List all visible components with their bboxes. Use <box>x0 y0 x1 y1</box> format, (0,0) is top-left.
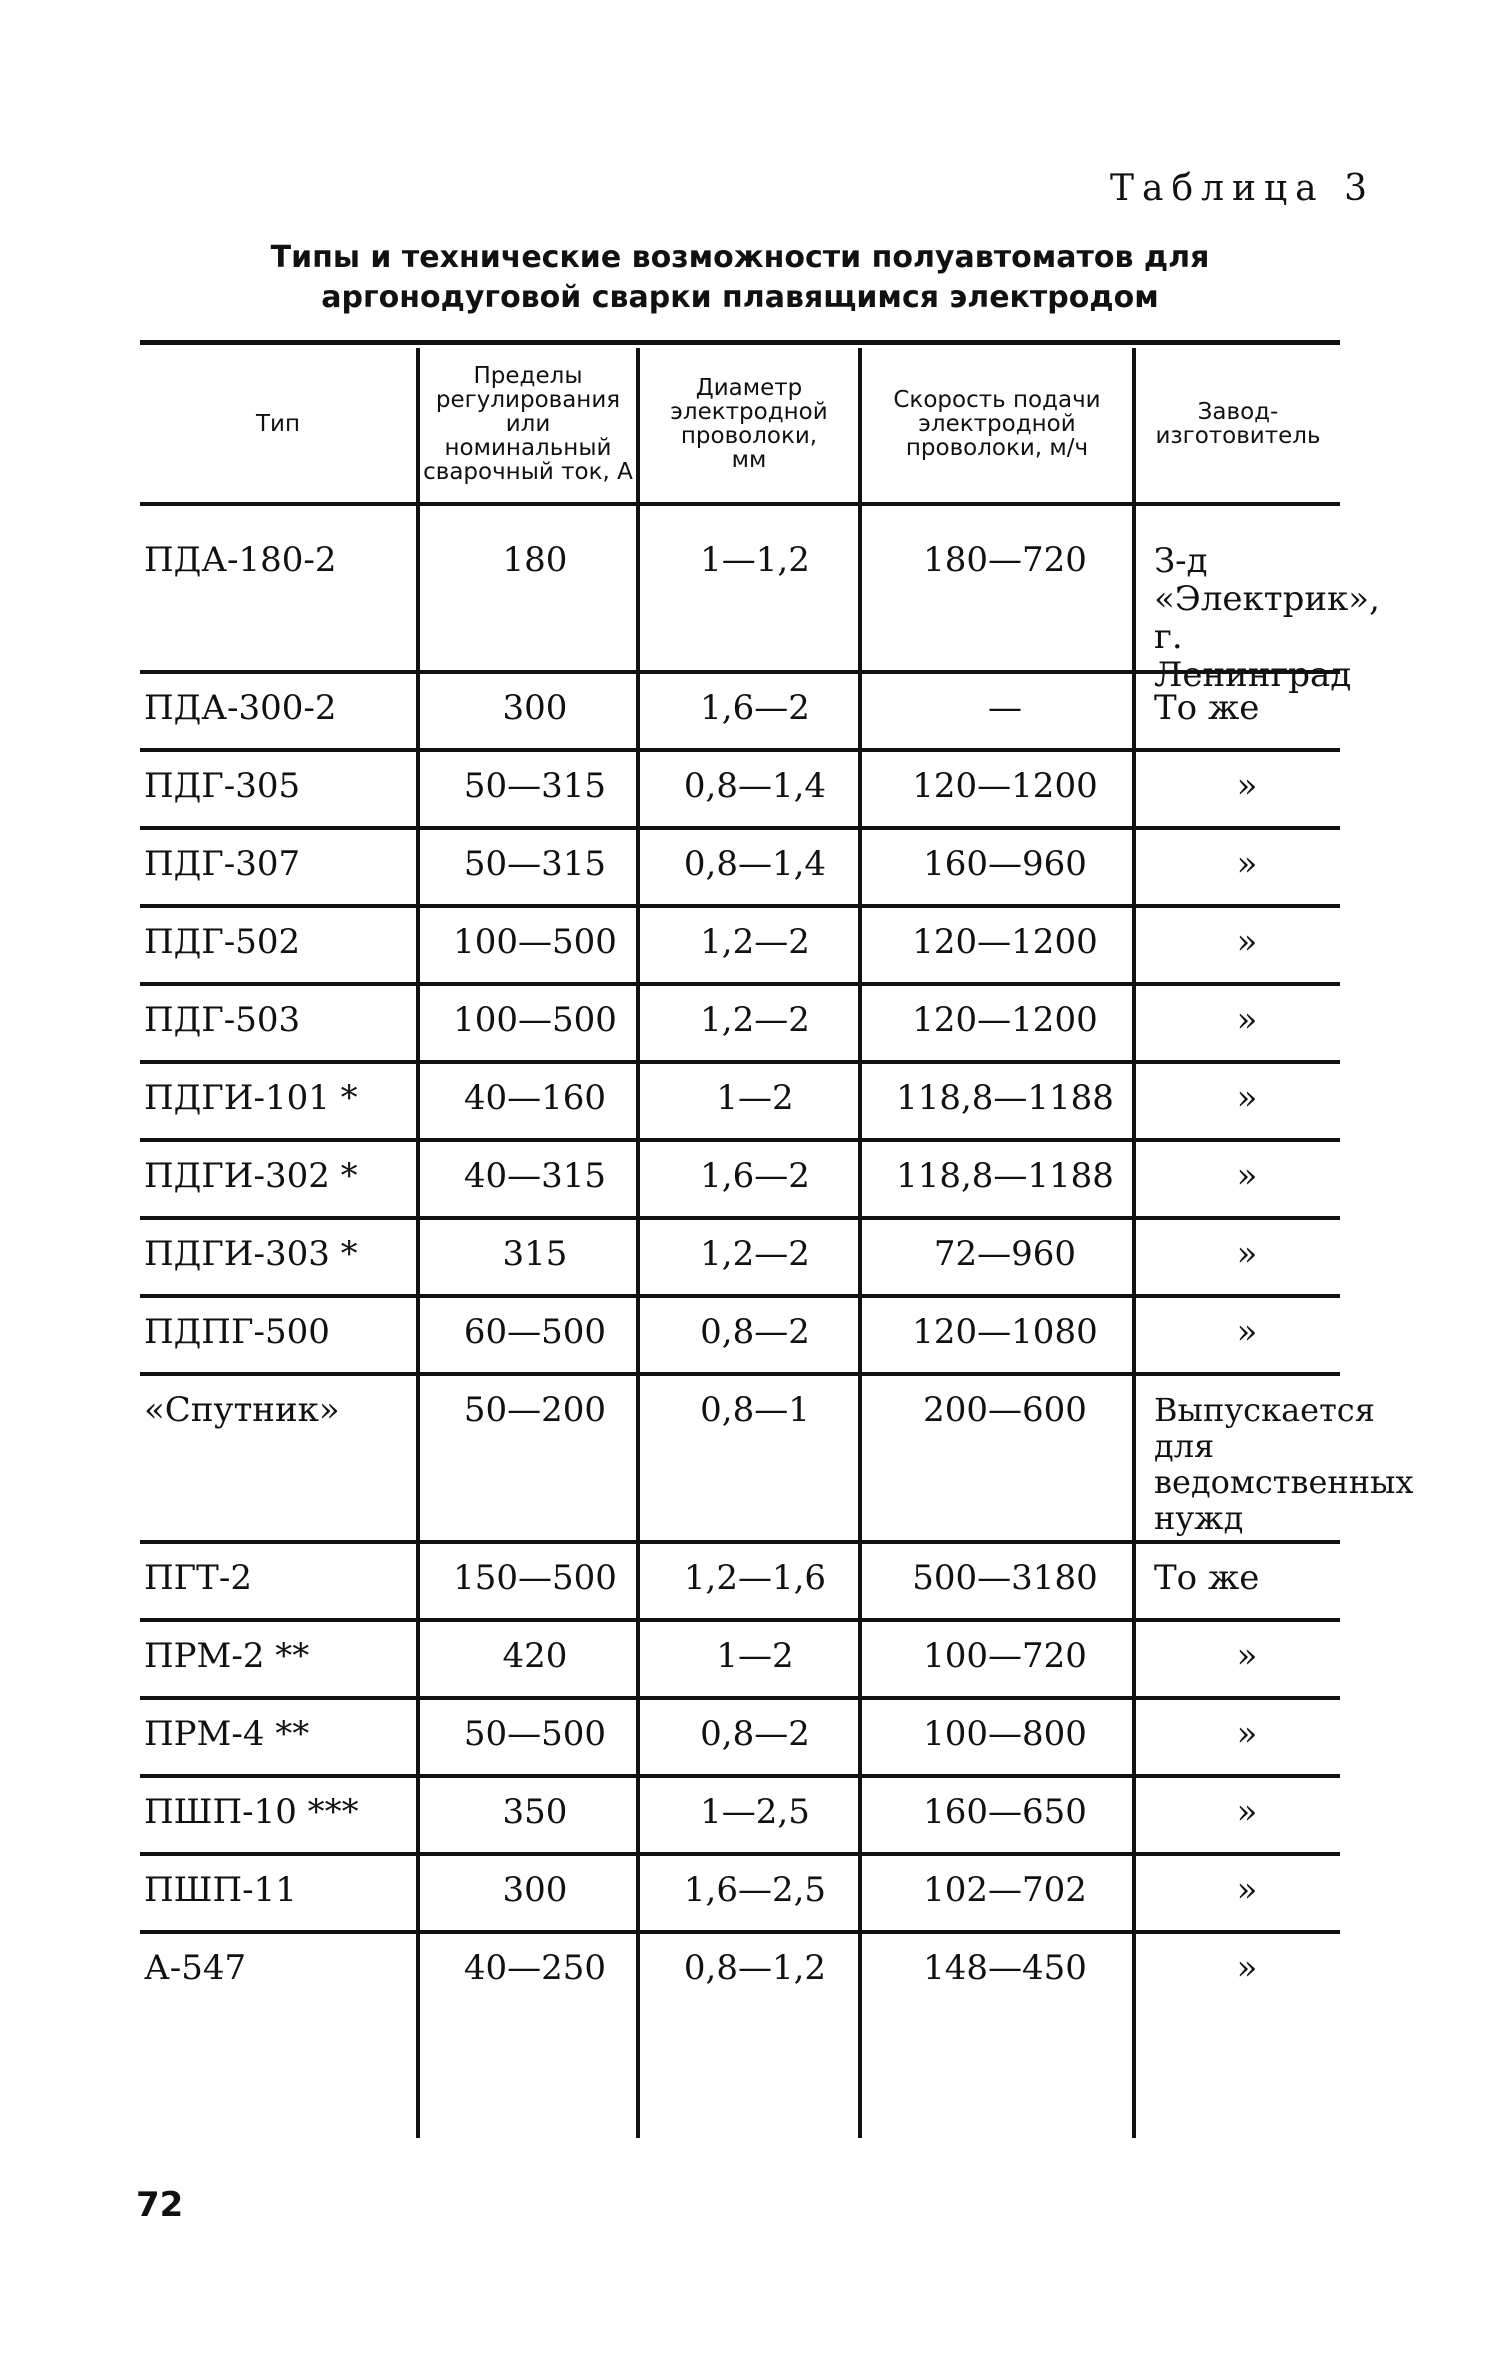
cell-maker: Выпускается для ведомственных нужд <box>1154 1391 1414 1537</box>
row-rule <box>140 826 1340 830</box>
cell-diameter: 1,6—2,5 <box>683 1870 827 1910</box>
cell-current: 315 <box>502 1234 568 1274</box>
cell-diameter: 0,8—1,4 <box>683 844 827 884</box>
cell-speed: 72—960 <box>933 1234 1077 1274</box>
row-rule <box>140 1696 1340 1700</box>
row-rule <box>140 1216 1340 1220</box>
cell-type: ПДГ-502 <box>144 922 301 962</box>
cell-diameter: 1,2—2 <box>700 922 810 962</box>
cell-type: ПРМ-4 ** <box>144 1714 310 1754</box>
cell-type: ПДА-180-2 <box>144 540 337 580</box>
cell-maker: » <box>1236 844 1258 884</box>
page-number: 72 <box>136 2185 184 2225</box>
cell-diameter: 1,2—1,6 <box>683 1558 827 1598</box>
cell-type: «Спутник» <box>144 1390 340 1430</box>
cell-speed: — <box>988 688 1022 728</box>
cell-speed: 148—450 <box>923 1948 1087 1988</box>
cell-diameter: 0,8—1 <box>700 1390 810 1430</box>
table-title <box>140 238 1340 318</box>
cell-current: 180 <box>502 540 568 580</box>
cell-current: 40—160 <box>463 1078 607 1118</box>
cell-diameter: 0,8—1,2 <box>683 1948 827 1988</box>
cell-maker: » <box>1236 766 1258 806</box>
cell-current: 300 <box>502 688 568 728</box>
cell-type: ПДА-300-2 <box>144 688 337 728</box>
cell-current: 50—315 <box>463 766 607 806</box>
cell-maker: » <box>1236 1792 1258 1832</box>
cell-maker: » <box>1236 1714 1258 1754</box>
table-title-line-1: Типы и технические возможности полуавтоматов для <box>270 240 1210 275</box>
cell-maker: » <box>1236 1156 1258 1196</box>
cell-maker: » <box>1236 1312 1258 1352</box>
cell-current: 50—500 <box>463 1714 607 1754</box>
cell-current: 300 <box>502 1870 568 1910</box>
cell-maker: То же <box>1154 688 1260 728</box>
cell-speed: 102—702 <box>923 1870 1087 1910</box>
cell-current: 60—500 <box>463 1312 607 1352</box>
cell-type: ПДПГ-500 <box>144 1312 330 1352</box>
cell-type: ПДГ-305 <box>144 766 301 806</box>
cell-type: ПДГИ-303 * <box>144 1234 358 1274</box>
cell-speed: 180—720 <box>923 540 1087 580</box>
header-rule <box>140 502 1340 506</box>
cell-speed: 120—1080 <box>912 1312 1098 1352</box>
cell-type: ПДГИ-302 * <box>144 1156 358 1196</box>
cell-maker: » <box>1236 1234 1258 1274</box>
cell-current: 40—250 <box>463 1948 607 1988</box>
cell-type: ПГТ-2 <box>144 1558 252 1598</box>
cell-type: ПШП-11 <box>144 1870 297 1910</box>
cell-speed: 120—1200 <box>912 1000 1098 1040</box>
header-speed: Скорость подачи электродной проволоки, м/ч <box>893 387 1101 461</box>
cell-diameter: 1,2—2 <box>700 1000 810 1040</box>
cell-diameter: 1—1,2 <box>700 540 810 580</box>
cell-speed: 160—960 <box>923 844 1087 884</box>
header-current: Пределы регулирования или номинальный сварочный ток, А <box>423 363 633 485</box>
cell-maker: » <box>1236 1636 1258 1676</box>
cell-diameter: 0,8—2 <box>700 1312 810 1352</box>
table-caption: Таблица 3 <box>1110 168 1375 209</box>
cell-speed: 100—800 <box>923 1714 1087 1754</box>
row-rule <box>140 1294 1340 1298</box>
cell-current: 50—315 <box>463 844 607 884</box>
header-maker: Завод-изготовитель <box>1155 399 1321 449</box>
row-rule <box>140 1774 1340 1778</box>
row-rule <box>140 748 1340 752</box>
cell-maker: То же <box>1154 1558 1260 1598</box>
row-rule <box>140 1618 1340 1622</box>
row-rule <box>140 904 1340 908</box>
cell-diameter: 0,8—2 <box>700 1714 810 1754</box>
cell-speed: 120—1200 <box>912 766 1098 806</box>
cell-type: ПДГ-307 <box>144 844 301 884</box>
header-diameter: Диаметр электродной проволоки, мм <box>670 375 828 473</box>
cell-speed: 100—720 <box>923 1636 1087 1676</box>
table-title-line-2: аргонодуговой сварки плавящимся электродом <box>321 280 1159 315</box>
cell-maker: » <box>1236 922 1258 962</box>
cell-maker: » <box>1236 1870 1258 1910</box>
column-divider <box>416 348 420 2138</box>
cell-speed: 120—1200 <box>912 922 1098 962</box>
cell-current: 350 <box>502 1792 568 1832</box>
cell-type: ПШП-10 *** <box>144 1792 359 1832</box>
cell-maker: » <box>1236 1000 1258 1040</box>
cell-diameter: 1,2—2 <box>700 1234 810 1274</box>
cell-current: 420 <box>502 1636 568 1676</box>
table-top-rule <box>140 340 1340 345</box>
row-rule <box>140 982 1340 986</box>
cell-maker: » <box>1236 1948 1258 1988</box>
specs-table <box>140 340 1414 2150</box>
row-rule <box>140 1852 1340 1856</box>
cell-diameter: 1—2,5 <box>700 1792 810 1832</box>
cell-speed: 118,8—1188 <box>896 1156 1114 1196</box>
cell-type: ПРМ-2 ** <box>144 1636 310 1676</box>
cell-current: 100—500 <box>453 922 617 962</box>
cell-diameter: 1—2 <box>716 1636 794 1676</box>
cell-speed: 500—3180 <box>912 1558 1098 1598</box>
cell-type: ПДГИ-101 * <box>144 1078 358 1118</box>
cell-maker: » <box>1236 1078 1258 1118</box>
cell-diameter: 1,6—2 <box>700 688 810 728</box>
cell-maker: З-д «Электрик», г. Ленинград <box>1154 541 1380 695</box>
cell-diameter: 1,6—2 <box>700 1156 810 1196</box>
row-rule <box>140 1138 1340 1142</box>
cell-current: 40—315 <box>463 1156 607 1196</box>
header-type: Тип <box>255 411 301 437</box>
cell-speed: 118,8—1188 <box>896 1078 1114 1118</box>
cell-type: ПДГ-503 <box>144 1000 301 1040</box>
cell-diameter: 0,8—1,4 <box>683 766 827 806</box>
cell-diameter: 1—2 <box>716 1078 794 1118</box>
cell-current: 150—500 <box>453 1558 617 1598</box>
row-rule <box>140 1372 1340 1376</box>
cell-type: А-547 <box>144 1948 247 1988</box>
cell-speed: 160—650 <box>923 1792 1087 1832</box>
cell-speed: 200—600 <box>923 1390 1087 1430</box>
row-rule <box>140 1930 1340 1934</box>
cell-current: 50—200 <box>463 1390 607 1430</box>
cell-current: 100—500 <box>453 1000 617 1040</box>
row-rule <box>140 1540 1340 1544</box>
row-rule <box>140 1060 1340 1064</box>
